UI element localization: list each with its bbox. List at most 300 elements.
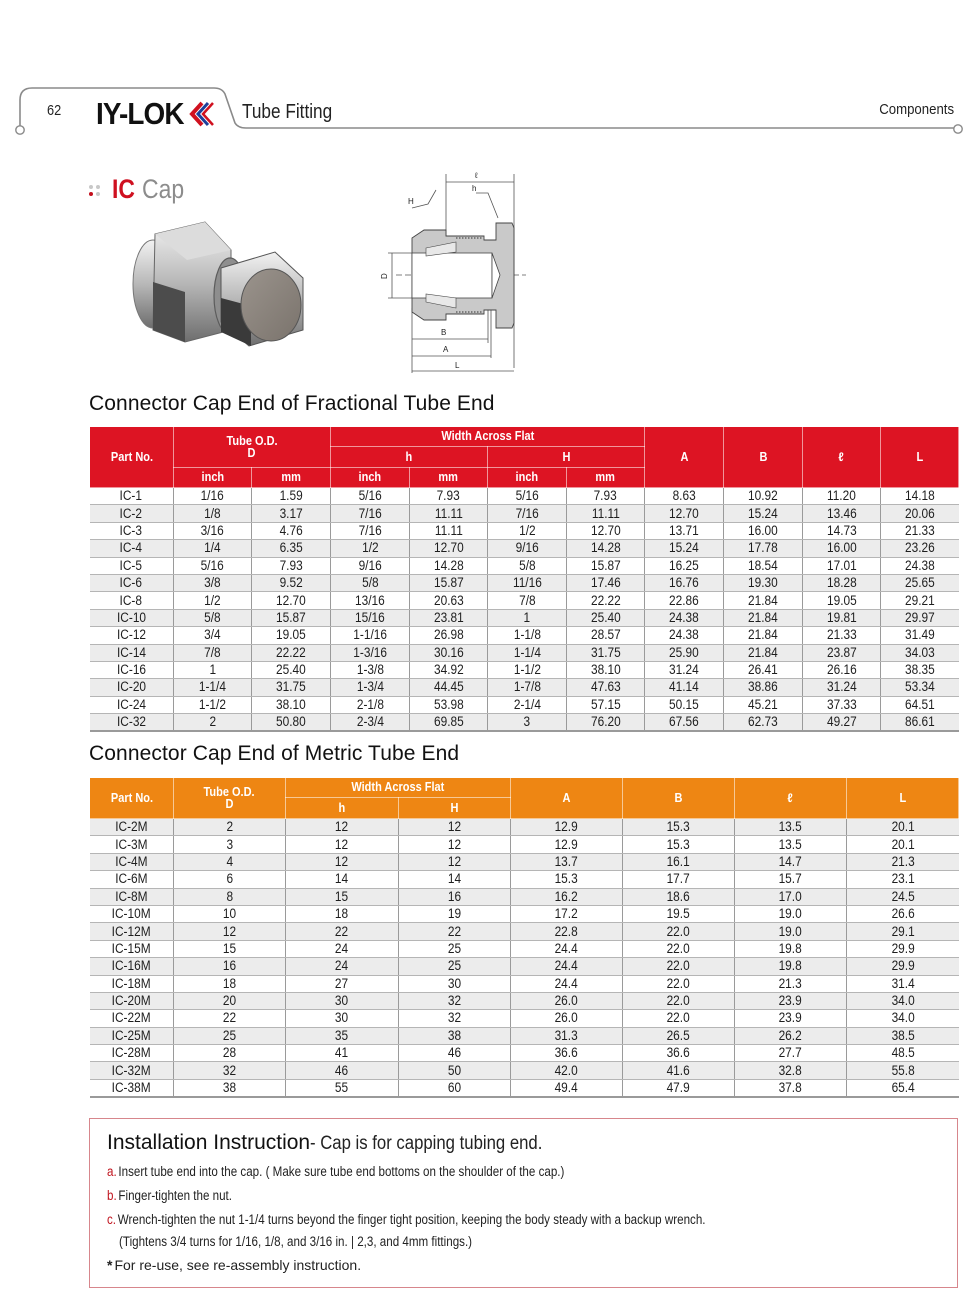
table-row (90, 923, 959, 940)
table-cell: 3.17 (252, 505, 331, 522)
table-cell: 17.0 (735, 888, 847, 905)
part-number-cell: IC-12 (90, 627, 174, 644)
part-number-cell: IC-20M (90, 992, 174, 1009)
part-number-cell: IC-32 (90, 714, 174, 732)
table-cell: 1-1/4 (174, 679, 252, 696)
table-cell: 3 (488, 714, 567, 732)
table-cell: 19.0 (735, 905, 847, 922)
table-cell: 22.0 (623, 923, 735, 940)
col-header-width-across-flat: Width Across Flat (331, 427, 645, 447)
table-cell: 17.78 (724, 540, 803, 557)
table-cell: 25.90 (645, 644, 724, 661)
table-cell: 17.2 (511, 905, 623, 922)
part-number-cell: IC-1 (90, 488, 174, 505)
table-cell: 22.86 (645, 592, 724, 609)
table-cell: 15 (174, 940, 286, 957)
col-header-tube-od: Tube O.D. D (174, 427, 331, 468)
col-header-H-mm: mm (567, 468, 645, 488)
table-cell: 15.3 (623, 819, 735, 836)
table-cell: 1-3/16 (331, 644, 410, 661)
part-number-cell: IC-14 (90, 644, 174, 661)
table-cell: 12 (399, 819, 511, 836)
table-cell: 5/8 (174, 609, 252, 626)
table-row (90, 557, 959, 574)
table-cell: 22 (174, 1010, 286, 1027)
part-number-cell: IC-2 (90, 505, 174, 522)
col-header-od-inch: inch (174, 468, 252, 488)
table-cell: 14.73 (803, 522, 881, 539)
installation-instruction-box (89, 1118, 958, 1288)
table-cell: 2-3/4 (331, 714, 410, 732)
table-cell: 7.93 (567, 488, 645, 505)
table-cell: 16.1 (623, 853, 735, 870)
table-cell: 8 (174, 888, 286, 905)
dim-label-B: B (441, 328, 447, 337)
table-cell: 30 (399, 975, 511, 992)
product-name: Cap (142, 174, 185, 204)
table-cell: 31.4 (847, 975, 959, 992)
table-cell: 41.14 (645, 679, 724, 696)
part-number-cell: IC-6M (90, 871, 174, 888)
table-cell: 23.87 (803, 644, 881, 661)
table-cell: 12 (174, 923, 286, 940)
part-number-cell: IC-5 (90, 557, 174, 574)
page-number: 62 (47, 102, 62, 119)
installation-step-c-note: (Tightens 3/4 turns for 1/16, 1/8, and 3/16 in. | 2,3, and 4mm fittings.) (119, 1234, 473, 1249)
table-cell: 12.70 (567, 522, 645, 539)
table-cell: 22 (286, 923, 399, 940)
table-cell: 50.80 (252, 714, 331, 732)
table-cell: 7/8 (488, 592, 567, 609)
table-cell: 7/16 (331, 505, 410, 522)
table-cell: 18 (286, 905, 399, 922)
table-cell: 1/2 (174, 592, 252, 609)
table-cell: 24.4 (511, 975, 623, 992)
table-cell: 21.84 (724, 609, 803, 626)
table-cell: 5/8 (488, 557, 567, 574)
header-section: Components (879, 101, 954, 118)
table-cell: 8.63 (645, 488, 724, 505)
col-header-H-inch: inch (488, 468, 567, 488)
table-cell: 24.38 (645, 609, 724, 626)
table-cell: 10.92 (724, 488, 803, 505)
table-cell: 23.9 (735, 992, 847, 1009)
table-cell: 29.97 (881, 609, 959, 626)
table-cell: 12.70 (410, 540, 488, 557)
table-cell: 25.65 (881, 574, 959, 591)
table-cell: 38.10 (252, 696, 331, 713)
table-cell: 41.6 (623, 1062, 735, 1079)
table-cell: 1 (174, 661, 252, 678)
table-cell: 14.28 (410, 557, 488, 574)
installation-step-a: a. Insert tube end into the cap. ( Make sure tube end bottoms on the shoulder of the cap.) (107, 1164, 565, 1179)
table-cell: 11.20 (803, 488, 881, 505)
product-photo (125, 212, 310, 362)
table-cell: 46 (286, 1062, 399, 1079)
fractional-spec-table (89, 426, 959, 732)
part-number-cell: IC-15M (90, 940, 174, 957)
table-cell: 3/8 (174, 574, 252, 591)
part-number-cell: IC-10 (90, 609, 174, 626)
table-cell: 14.28 (567, 540, 645, 557)
part-number-cell: IC-25M (90, 1027, 174, 1044)
col-header-h-mm: mm (410, 468, 488, 488)
table-cell: 20 (174, 992, 286, 1009)
part-number-cell: IC-16 (90, 661, 174, 678)
table-row (90, 905, 959, 922)
part-number-cell: IC-10M (90, 905, 174, 922)
table-cell: 13.5 (735, 836, 847, 853)
table-cell: 19.30 (724, 574, 803, 591)
table-row (90, 505, 959, 522)
table-cell: 45.21 (724, 696, 803, 713)
table-cell: 22.0 (623, 975, 735, 992)
table-cell: 19.05 (803, 592, 881, 609)
table-cell: 2 (174, 819, 286, 836)
table-cell: 5/16 (331, 488, 410, 505)
table-row (90, 888, 959, 905)
table-row (90, 871, 959, 888)
table-cell: 44.45 (410, 679, 488, 696)
table-cell: 24.5 (847, 888, 959, 905)
table-cell: 12 (399, 836, 511, 853)
table-cell: 9.52 (252, 574, 331, 591)
table-row (90, 714, 959, 732)
col-header-h: h (286, 798, 399, 819)
table-cell: 15.87 (567, 557, 645, 574)
table-cell: 7/16 (488, 505, 567, 522)
table-cell: 1/2 (488, 522, 567, 539)
col-header-od-mm: mm (252, 468, 331, 488)
part-number-cell: IC-38M (90, 1079, 174, 1097)
part-number-cell: IC-6 (90, 574, 174, 591)
table-cell: 37.33 (803, 696, 881, 713)
table-cell: 64.51 (881, 696, 959, 713)
table-cell: 27.7 (735, 1045, 847, 1062)
table-cell: 31.75 (252, 679, 331, 696)
col-header-h-inch: inch (331, 468, 410, 488)
table-cell: 17.7 (623, 871, 735, 888)
table-cell: 15.87 (252, 609, 331, 626)
table-cell: 46 (399, 1045, 511, 1062)
table-cell: 6.35 (252, 540, 331, 557)
table-cell: 60 (399, 1079, 511, 1097)
table-row (90, 819, 959, 836)
table-cell: 15/16 (331, 609, 410, 626)
table-row (90, 853, 959, 870)
table-cell: 13.46 (803, 505, 881, 522)
table-cell: 25 (399, 940, 511, 957)
table-row (90, 1010, 959, 1027)
table-cell: 25.40 (252, 661, 331, 678)
part-number-cell: IC-4 (90, 540, 174, 557)
table-cell: 18.6 (623, 888, 735, 905)
table-cell: 47.9 (623, 1079, 735, 1097)
table-cell: 11.11 (410, 505, 488, 522)
dim-label-l: ℓ (475, 171, 478, 180)
table-cell: 21.84 (724, 627, 803, 644)
table-cell: 15.3 (623, 836, 735, 853)
table-cell: 24.38 (881, 557, 959, 574)
table-cell: 69.85 (410, 714, 488, 732)
table-cell: 13.71 (645, 522, 724, 539)
part-number-cell: IC-8M (90, 888, 174, 905)
table-cell: 29.1 (847, 923, 959, 940)
table-cell: 34.92 (410, 661, 488, 678)
table-cell: 21.33 (881, 522, 959, 539)
table-cell: 31.24 (645, 661, 724, 678)
table-cell: 5/8 (331, 574, 410, 591)
table-cell: 14 (286, 871, 399, 888)
table-cell: 12.9 (511, 819, 623, 836)
table-cell: 3/16 (174, 522, 252, 539)
table-cell: 62.73 (724, 714, 803, 732)
installation-title: Installation Instruction- Cap is for capping tubing end. (107, 1131, 543, 1154)
table-cell: 10 (174, 905, 286, 922)
table-cell: 32 (174, 1062, 286, 1079)
table-cell: 13/16 (331, 592, 410, 609)
table-cell: 1-1/8 (488, 627, 567, 644)
col-header-l: ℓ (735, 778, 847, 819)
brand-logo: IY-LOK (96, 96, 184, 131)
table-cell: 19.5 (623, 905, 735, 922)
table-cell: 3 (174, 836, 286, 853)
table-cell: 24.4 (511, 940, 623, 957)
table-cell: 26.5 (623, 1027, 735, 1044)
table-cell: 16.2 (511, 888, 623, 905)
col-header-width-across-flat: Width Across Flat (286, 778, 511, 798)
table-row (90, 679, 959, 696)
table-cell: 26.2 (735, 1027, 847, 1044)
part-number-cell: IC-18M (90, 975, 174, 992)
table-cell: 13.5 (735, 819, 847, 836)
dimension-drawing (376, 168, 546, 378)
table-row (90, 940, 959, 957)
table-cell: 15 (286, 888, 399, 905)
table-cell: 7/8 (174, 644, 252, 661)
table-cell: 15.3 (511, 871, 623, 888)
table-cell: 20.1 (847, 836, 959, 853)
table-cell: 29.9 (847, 958, 959, 975)
table-cell: 21.3 (735, 975, 847, 992)
table-cell: 1-1/4 (488, 644, 567, 661)
table-cell: 12 (286, 819, 399, 836)
table-cell: 49.4 (511, 1079, 623, 1097)
table-cell: 9/16 (331, 557, 410, 574)
part-number-cell: IC-8 (90, 592, 174, 609)
col-header-H: H (488, 447, 645, 468)
table-cell: 47.63 (567, 679, 645, 696)
col-header-tube-od: Tube O.D. D (174, 778, 286, 819)
dim-label-D: D (380, 273, 389, 279)
table-cell: 15.7 (735, 871, 847, 888)
table-cell: 19.0 (735, 923, 847, 940)
table-cell: 28 (174, 1045, 286, 1062)
table-cell: 23.1 (847, 871, 959, 888)
table-row (90, 488, 959, 505)
part-number-cell: IC-24 (90, 696, 174, 713)
reuse-note: * For re-use, see re-assembly instruction. (107, 1257, 362, 1273)
table-cell: 86.61 (881, 714, 959, 732)
bullet-dots-icon (87, 182, 107, 198)
table-cell: 21.84 (724, 644, 803, 661)
table-cell: 22.0 (623, 1010, 735, 1027)
table-cell: 20.1 (847, 819, 959, 836)
table-cell: 35 (286, 1027, 399, 1044)
table-cell: 22.0 (623, 992, 735, 1009)
table-cell: 32 (399, 1010, 511, 1027)
table-cell: 38.86 (724, 679, 803, 696)
table-cell: 18 (174, 975, 286, 992)
dim-label-A: A (443, 345, 449, 354)
table-cell: 19.8 (735, 958, 847, 975)
table-cell: 29.9 (847, 940, 959, 957)
table-cell: 1-3/8 (331, 661, 410, 678)
table-cell: 31.49 (881, 627, 959, 644)
table-cell: 14.18 (881, 488, 959, 505)
table-cell: 21.3 (847, 853, 959, 870)
col-header-B: B (724, 427, 803, 488)
table-cell: 31.3 (511, 1027, 623, 1044)
table-cell: 20.06 (881, 505, 959, 522)
part-number-cell: IC-4M (90, 853, 174, 870)
table-cell: 1/2 (331, 540, 410, 557)
table-cell: 1-3/4 (331, 679, 410, 696)
table-cell: 11.11 (410, 522, 488, 539)
table-cell: 18.28 (803, 574, 881, 591)
table-cell: 18.54 (724, 557, 803, 574)
table-cell: 53.98 (410, 696, 488, 713)
table-cell: 41 (286, 1045, 399, 1062)
table-cell: 11/16 (488, 574, 567, 591)
table-cell: 21.84 (724, 592, 803, 609)
table-cell: 20.63 (410, 592, 488, 609)
part-number-cell: IC-32M (90, 1062, 174, 1079)
col-header-A: A (645, 427, 724, 488)
table-row (90, 1062, 959, 1079)
table-cell: 14.7 (735, 853, 847, 870)
table-row (90, 661, 959, 678)
installation-step-c: c. Wrench-tighten the nut 1-1/4 turns beyond the finger tight position, keeping the body steady with a backup wrench. (107, 1212, 706, 1227)
table-cell: 32.8 (735, 1062, 847, 1079)
table-cell: 34.0 (847, 1010, 959, 1027)
table-cell: 37.8 (735, 1079, 847, 1097)
table-cell: 15.24 (724, 505, 803, 522)
col-header-L: L (847, 778, 959, 819)
table-cell: 38.5 (847, 1027, 959, 1044)
table-row (90, 627, 959, 644)
table-cell: 24 (286, 958, 399, 975)
metric-spec-table (89, 777, 959, 1098)
table-cell: 19.81 (803, 609, 881, 626)
table-cell: 24.38 (645, 627, 724, 644)
table-cell: 12 (399, 853, 511, 870)
table-cell: 7.93 (410, 488, 488, 505)
table-cell: 25 (174, 1027, 286, 1044)
col-header-part-no: Part No. (90, 778, 174, 819)
part-number-cell: IC-20 (90, 679, 174, 696)
table-cell: 22.0 (623, 958, 735, 975)
table-cell: 16.00 (803, 540, 881, 557)
table-cell: 7.93 (252, 557, 331, 574)
table-cell: 1-1/2 (488, 661, 567, 678)
table-cell: 36.6 (511, 1045, 623, 1062)
table-cell: 50 (399, 1062, 511, 1079)
table-cell: 22.22 (567, 592, 645, 609)
table-cell: 9/16 (488, 540, 567, 557)
table-cell: 67.56 (645, 714, 724, 732)
table-cell: 55 (286, 1079, 399, 1097)
table-cell: 16.76 (645, 574, 724, 591)
table-cell: 2-1/8 (331, 696, 410, 713)
table-cell: 1 (488, 609, 567, 626)
table-row (90, 836, 959, 853)
table-row (90, 609, 959, 626)
table-cell: 17.46 (567, 574, 645, 591)
table-cell: 31.24 (803, 679, 881, 696)
table-cell: 25.40 (567, 609, 645, 626)
table-row (90, 992, 959, 1009)
table-cell: 38 (174, 1079, 286, 1097)
table-row (90, 644, 959, 661)
table-cell: 1-1/2 (174, 696, 252, 713)
col-header-L: L (881, 427, 959, 488)
metric-section-title: Connector Cap End of Metric Tube End (89, 742, 460, 765)
table-cell: 42.0 (511, 1062, 623, 1079)
table-cell: 65.4 (847, 1079, 959, 1097)
table-cell: 1-7/8 (488, 679, 567, 696)
table-cell: 4.76 (252, 522, 331, 539)
table-cell: 76.20 (567, 714, 645, 732)
table-cell: 13.7 (511, 853, 623, 870)
installation-step-b: b. Finger-tighten the nut. (107, 1188, 233, 1203)
table-row (90, 574, 959, 591)
table-cell: 12.9 (511, 836, 623, 853)
table-cell: 26.6 (847, 905, 959, 922)
table-cell: 28.57 (567, 627, 645, 644)
table-cell: 21.33 (803, 627, 881, 644)
table-cell: 1-1/16 (331, 627, 410, 644)
fractional-table-body (90, 488, 959, 732)
table-cell: 30 (286, 992, 399, 1009)
table-cell: 30.16 (410, 644, 488, 661)
part-number-cell: IC-3 (90, 522, 174, 539)
table-cell: 34.0 (847, 992, 959, 1009)
col-header-l: ℓ (803, 427, 881, 488)
col-header-h: h (331, 447, 488, 468)
table-cell: 15.87 (410, 574, 488, 591)
table-cell: 5/16 (174, 557, 252, 574)
table-cell: 6 (174, 871, 286, 888)
table-cell: 26.41 (724, 661, 803, 678)
table-cell: 12 (286, 853, 399, 870)
table-cell: 26.16 (803, 661, 881, 678)
table-cell: 3/4 (174, 627, 252, 644)
table-cell: 24 (286, 940, 399, 957)
table-cell: 25 (399, 958, 511, 975)
table-cell: 36.6 (623, 1045, 735, 1062)
brand-chevron-icon (186, 101, 214, 127)
col-header-H: H (399, 798, 511, 819)
table-cell: 22.22 (252, 644, 331, 661)
table-cell: 22 (399, 923, 511, 940)
table-cell: 32 (399, 992, 511, 1009)
table-row (90, 958, 959, 975)
table-cell: 19.05 (252, 627, 331, 644)
col-header-B: B (623, 778, 735, 819)
table-cell: 19 (399, 905, 511, 922)
product-code: IC (112, 174, 135, 204)
